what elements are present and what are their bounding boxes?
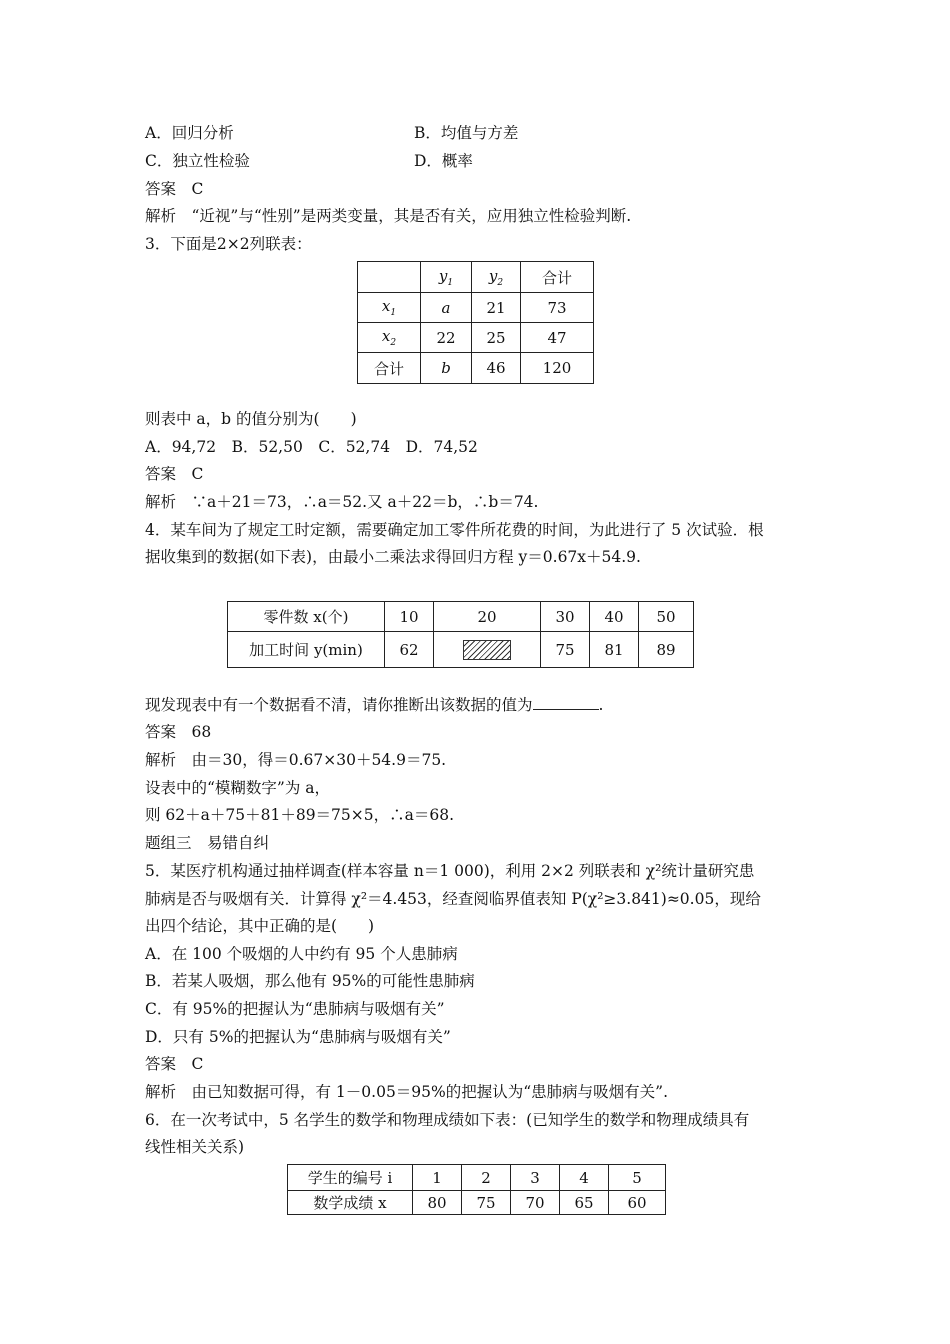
- q2-option-b: B．均值与方差: [414, 124, 519, 142]
- table-cell: b: [421, 353, 472, 384]
- q5-option-c: C．有 95%的把握认为“患肺病与吸烟有关”: [145, 1000, 445, 1018]
- table-cell: 60: [609, 1191, 666, 1215]
- table-cell: 89: [639, 632, 694, 668]
- blurred-cell: [434, 632, 541, 668]
- table-cell: 5: [609, 1165, 666, 1191]
- q5-option-a: A．在 100 个吸烟的人中约有 95 个人患肺病: [145, 945, 458, 963]
- q5-stem-line2: 肺病是否与吸烟有关．计算得 χ²＝4.453，经查阅临界值表知 P(χ²≥3.841)≈0.05，现给: [145, 890, 761, 908]
- table-cell: 合计: [358, 353, 421, 384]
- q3-question: 则表中 a，b 的值分别为( ): [145, 410, 357, 428]
- table-cell: 零件数 x(个): [228, 602, 385, 632]
- q5-option-b: B．若某人吸烟，那么他有 95%的可能性患肺病: [145, 972, 475, 990]
- q5-stem-line3: 出四个结论，其中正确的是( ): [145, 917, 375, 935]
- q4-question-end: .: [598, 696, 604, 714]
- workpiece-table: [227, 601, 694, 668]
- table-cell: 10: [385, 602, 434, 632]
- table-cell: 20: [434, 602, 541, 632]
- table-cell: 4: [560, 1165, 609, 1191]
- table-cell: a: [421, 293, 472, 323]
- q4-stem-line2: 据收集到的数据(如下表)，由最小二乘法求得回归方程 y＝0.67x＋54.9.: [145, 548, 641, 566]
- table-cell: [358, 262, 421, 293]
- table-cell: 65: [560, 1191, 609, 1215]
- table-cell: 30: [541, 602, 590, 632]
- q4-question: [145, 695, 603, 715]
- q5-analysis: 解析 由已知数据可得，有 1－0.05＝95%的把握认为“患肺病与吸烟有关”.: [145, 1083, 669, 1101]
- q5-stem-line1: 5．某医疗机构通过抽样调查(样本容量 n＝1 000)，利用 2×2 列联表和 χ²统计量研究患: [145, 862, 755, 880]
- q3-options: A．94,72 B．52,50 C．52,74 D．74,52: [145, 438, 478, 456]
- table-cell: 73: [521, 293, 594, 323]
- q2-option-c: C．独立性检验: [145, 152, 250, 170]
- table-cell: 1: [413, 1165, 462, 1191]
- table-cell: 120: [521, 353, 594, 384]
- table-cell: 加工时间 y(min): [228, 632, 385, 668]
- answer-blank: [533, 695, 599, 710]
- q4-analysis-line1: 解析 由＝30，得＝0.67×30＋54.9＝75.: [145, 751, 447, 769]
- table-cell: 75: [541, 632, 590, 668]
- score-table: [287, 1164, 666, 1215]
- q3-stem: 3．下面是2×2列联表：: [145, 235, 312, 253]
- table-cell: 81: [590, 632, 639, 668]
- q2-option-a: A．回归分析: [145, 124, 234, 142]
- q6-stem-line2: 线性相关关系): [145, 1138, 245, 1156]
- q4-analysis-line3: 则 62＋a＋75＋81＋89＝75×5，∴a＝68.: [145, 806, 455, 824]
- table-cell: 70: [511, 1191, 560, 1215]
- q4-question-text: 现发现表中有一个数据看不清，请你推断出该数据的值为: [145, 696, 533, 714]
- table-cell: 22: [421, 323, 472, 353]
- q2-analysis: 解析 “近视”与“性别”是两类变量，其是否有关，应用独立性检验判断.: [145, 207, 632, 225]
- q2-option-d: D．概率: [414, 152, 473, 170]
- blurred-value-hatch: [463, 640, 511, 660]
- table-cell: 40: [590, 602, 639, 632]
- q4-stem-line1: 4．某车间为了规定工时定额，需要确定加工零件所花费的时间，为此进行了 5 次试验．根: [145, 521, 764, 539]
- section-heading: 题组三 易错自纠: [145, 834, 270, 852]
- q4-answer: 答案 68: [145, 723, 212, 741]
- table-cell: 25: [472, 323, 521, 353]
- table-cell: 46: [472, 353, 521, 384]
- table-cell: 47: [521, 323, 594, 353]
- table-cell: $x_2$: [358, 323, 421, 353]
- q4-analysis-line2: 设表中的“模糊数字”为 a，: [145, 779, 331, 797]
- q3-answer: 答案 C: [145, 465, 204, 483]
- table-cell: $y_1$: [421, 262, 472, 293]
- table-cell: 学生的编号 i: [288, 1165, 413, 1191]
- table-cell: 合计: [521, 262, 594, 293]
- table-cell: $x_1$: [358, 293, 421, 323]
- q3-analysis: 解析 ∵a＋21＝73，∴a＝52.又 a＋22＝b，∴b＝74.: [145, 493, 539, 511]
- table-cell: 62: [385, 632, 434, 668]
- table-cell: 数学成绩 x: [288, 1191, 413, 1215]
- contingency-table: [357, 261, 594, 384]
- table-cell: 50: [639, 602, 694, 632]
- table-cell: 3: [511, 1165, 560, 1191]
- q6-stem-line1: 6．在一次考试中，5 名学生的数学和物理成绩如下表：(已知学生的数学和物理成绩具有: [145, 1111, 750, 1129]
- q2-answer: 答案 C: [145, 180, 204, 198]
- table-cell: 2: [462, 1165, 511, 1191]
- table-cell: 75: [462, 1191, 511, 1215]
- q5-answer: 答案 C: [145, 1055, 204, 1073]
- table-cell: $y_2$: [472, 262, 521, 293]
- table-cell: 21: [472, 293, 521, 323]
- q5-option-d: D．只有 5%的把握认为“患肺病与吸烟有关”: [145, 1028, 451, 1046]
- table-cell: 80: [413, 1191, 462, 1215]
